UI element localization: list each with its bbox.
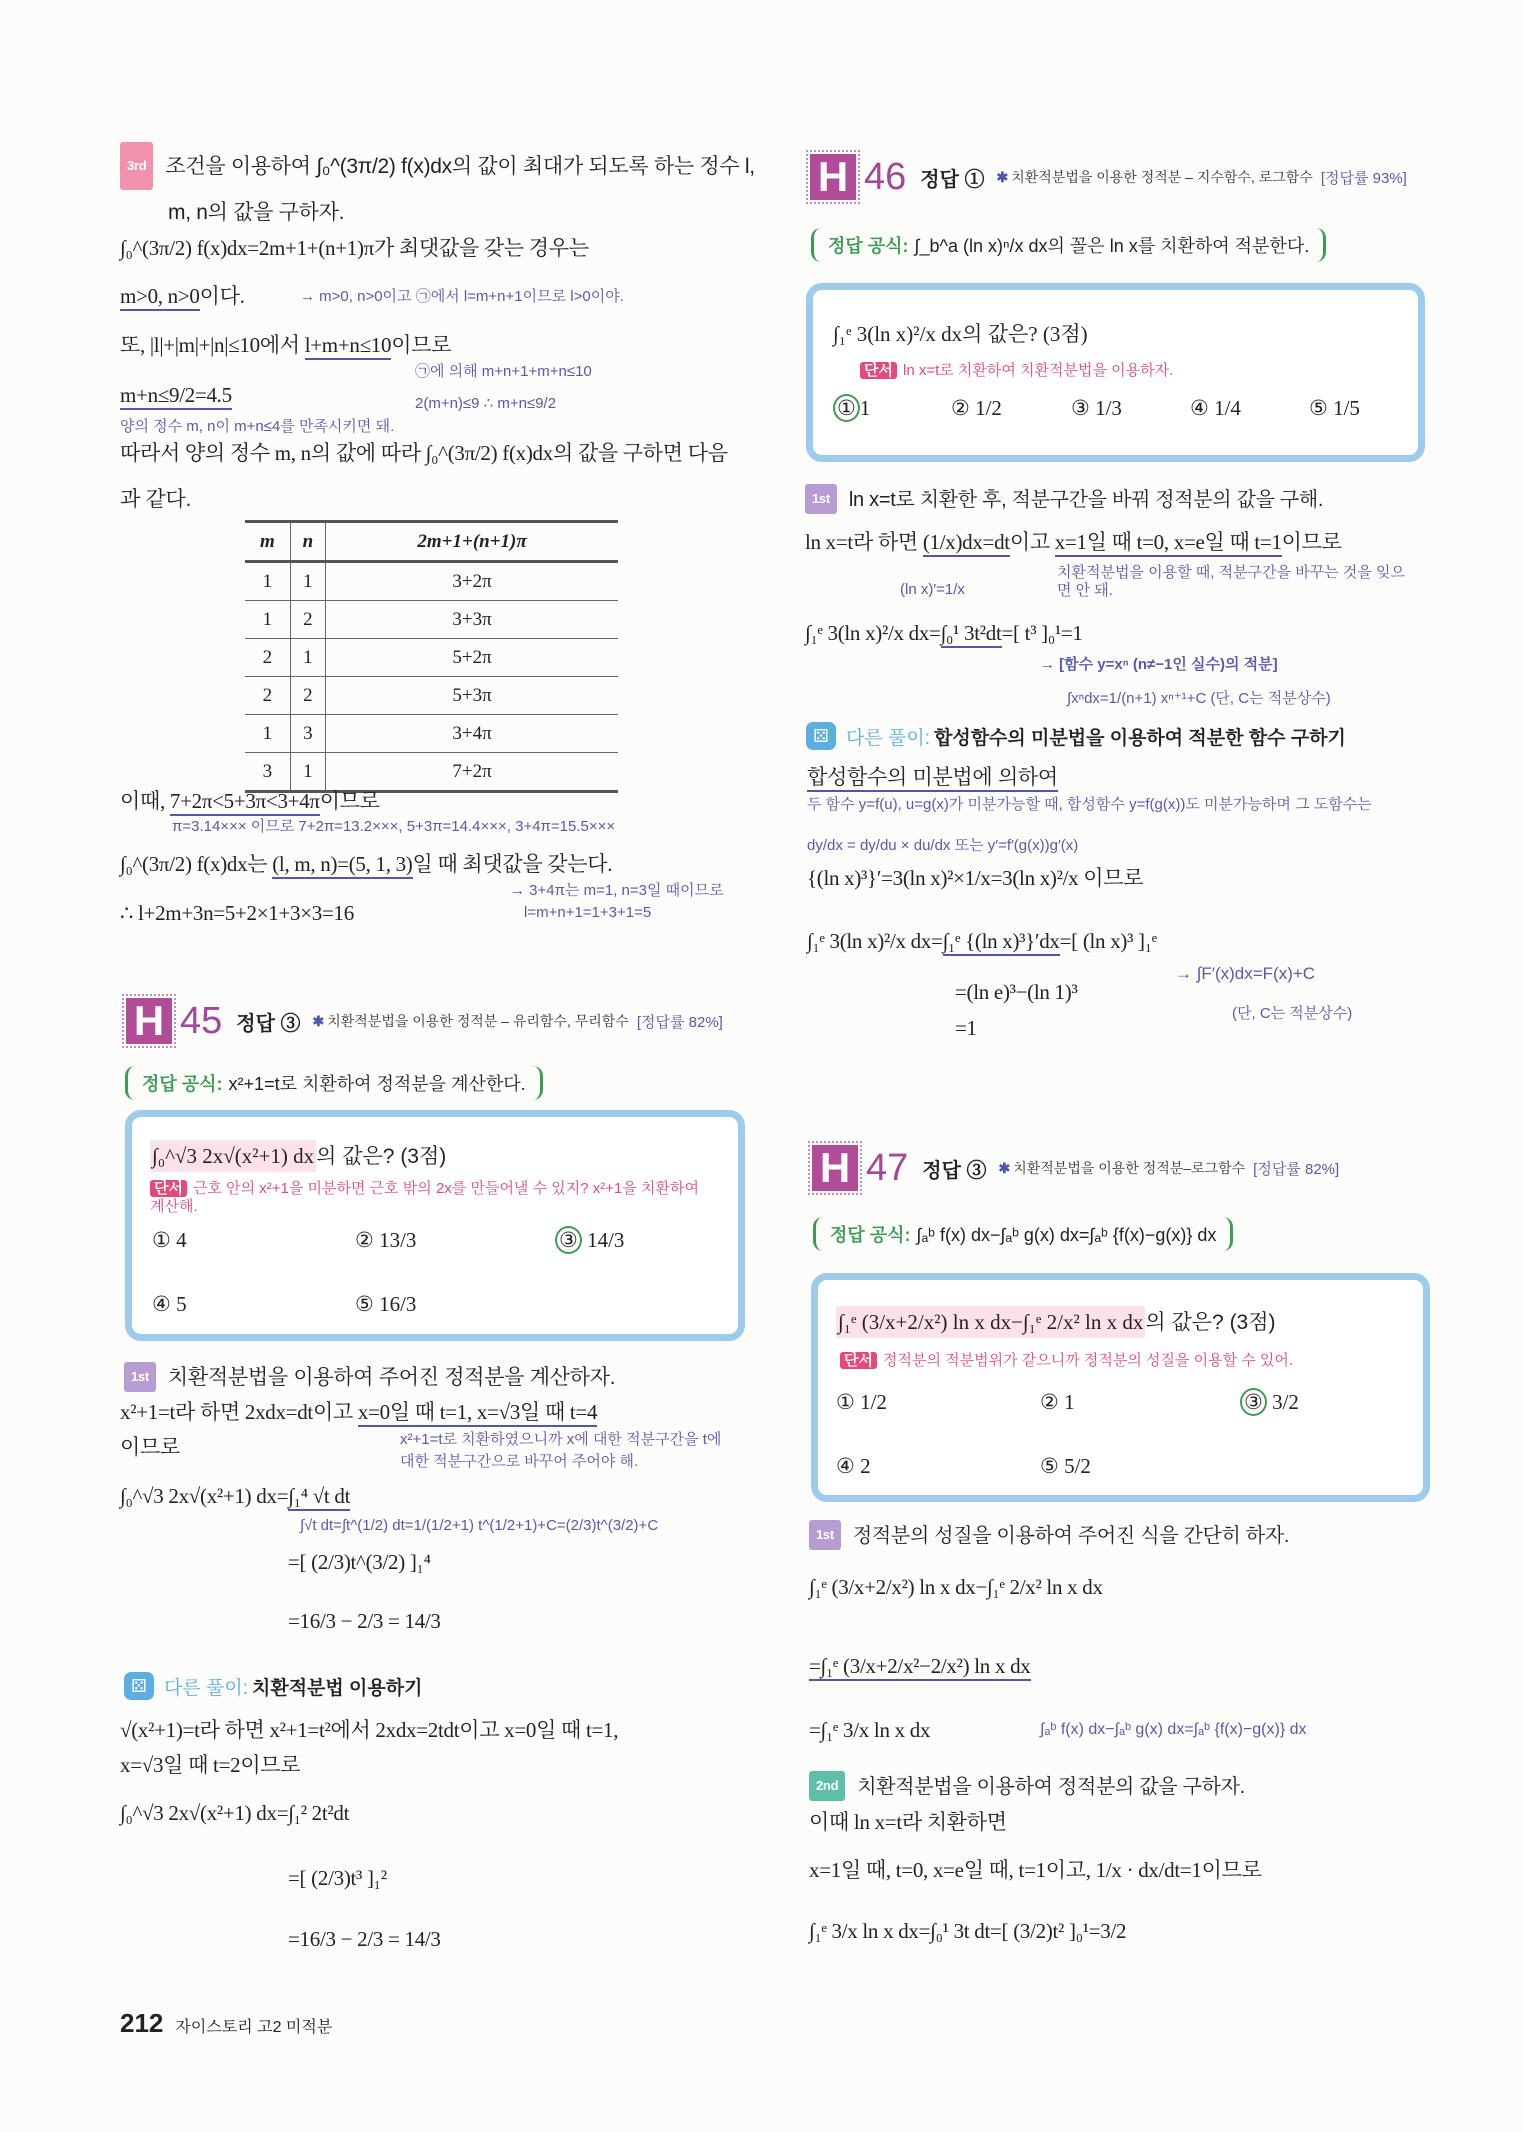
- choice-number: ④: [152, 1292, 171, 1316]
- table-row: [245, 715, 618, 753]
- annotation: π=3.14××× 이므로 7+2π=13.2×××, 5+3π=14.4×××, 3+4π=15.5×××: [172, 818, 616, 835]
- alt-solution-heading: [806, 722, 1346, 750]
- cell: 2: [245, 639, 290, 677]
- asterisk-icon: ✱: [312, 1013, 325, 1029]
- problem-number: 46: [864, 155, 907, 198]
- step1-heading: [805, 484, 1323, 514]
- answer-label: 정답 ①: [920, 168, 985, 191]
- underlined-expr: x=0일 때 t=1, x=√3일 때 t=4: [358, 1400, 597, 1427]
- choice-value: 16/3: [379, 1292, 417, 1316]
- alt-label: 다른 풀이:: [164, 1677, 248, 1699]
- topic: [998, 1158, 1245, 1178]
- page-number: 212: [120, 2008, 164, 2038]
- hint-badge: 단서: [860, 362, 897, 379]
- text: ∫₀^√3 2x√(x²+1) dx=: [120, 1484, 289, 1508]
- formula-label: 정답 공식:: [828, 236, 909, 256]
- step1-heading: [124, 1362, 615, 1392]
- cell: 2: [290, 601, 325, 639]
- asterisk-icon: ✱: [998, 1160, 1011, 1176]
- text: 이므로: [1281, 530, 1342, 554]
- choice-number: ④: [836, 1454, 855, 1478]
- problem-number: 45: [180, 999, 223, 1042]
- solution-line: [120, 1482, 350, 1510]
- section-letter: H: [812, 1145, 858, 1191]
- solution-line: 이때 ln x=t라 치환하면: [809, 1810, 1007, 1834]
- formula-text: ∫_b^a (ln x)ⁿ/x dx의 꼴은 ln x를 치환하여 적분한다.: [914, 236, 1310, 256]
- answer-label: 정답 ③: [922, 1159, 987, 1182]
- annotation: (단, C는 적분상수): [1232, 1005, 1353, 1022]
- correct-rate: [정답률 82%]: [1253, 1160, 1340, 1178]
- alt-title: 치환적분법 이용하기: [251, 1677, 423, 1699]
- annotation: ∫xⁿdx=1/(n+1) xⁿ⁺¹+C (단, C는 적분상수): [1067, 690, 1331, 707]
- question: [836, 1306, 1276, 1336]
- choice-2[interactable]: [355, 1228, 416, 1253]
- cell: 1: [245, 715, 290, 753]
- solution-line: [120, 282, 245, 310]
- underlined-expr: l+m+n≤10: [305, 333, 391, 360]
- choice-value: 1/5: [1333, 396, 1360, 420]
- choice-value: 1/4: [1214, 396, 1241, 420]
- choice-value: 5: [176, 1292, 187, 1316]
- correct-rate: [정답률 82%]: [636, 1013, 723, 1031]
- choice-5[interactable]: [1309, 396, 1360, 421]
- question: ∫₁ᵉ 3(ln x)²/x dx의 값은? (3점): [833, 322, 1088, 346]
- solution-line: =[ (2/3)t³ ]₁²: [288, 1866, 387, 1890]
- hint-text: ln x=t로 치환하여 치환적분법을 이용하자.: [902, 362, 1174, 379]
- question-text: 의 값은? (3점): [1145, 1311, 1276, 1334]
- annotation: → 3+4π는 m=1, n=3일 때이므로: [510, 882, 724, 899]
- underlined-expr: (l, m, n)=(5, 1, 3): [272, 852, 412, 879]
- topic: [996, 167, 1312, 187]
- question-expr: ∫₁ᵉ (3/x+2/x²) ln x dx−∫₁ᵉ 2/x² ln x dx: [836, 1306, 1145, 1338]
- formula-text: x²+1=t로 치환하여 정적분을 계산한다.: [228, 1074, 526, 1094]
- choice-3-correct[interactable]: [555, 1228, 624, 1253]
- hint-text: 근호 안의 x²+1을 미분하면 근호 밖의 2x를 만들어낼 수 있지? x²+1을 치환하여 계산해.: [150, 1180, 699, 1215]
- column-header: n: [290, 522, 325, 562]
- choice-4[interactable]: [836, 1454, 871, 1479]
- step-title: 조건을 이용하여 ∫₀^(3π/2) f(x)dx의 값이 최대가 되도록 하는 정수 l, m, n의: [165, 155, 755, 224]
- choice-3-correct[interactable]: [1240, 1390, 1299, 1415]
- underlined-expr: m>0, n>0: [120, 284, 200, 311]
- solution-line: {(ln x)³}′=3(ln x)²×1/x=3(ln x)²/x 이므로: [807, 866, 1144, 890]
- solution-line: =∫₁ᵉ 3/x ln x dx: [809, 1718, 931, 1742]
- problem-number: 47: [866, 1146, 909, 1189]
- answer-formula: [811, 228, 1326, 262]
- choice-number: ⑤: [1040, 1454, 1059, 1478]
- choice-value: 1: [1064, 1390, 1075, 1414]
- solution-line: =16/3 − 2/3 = 14/3: [288, 1927, 441, 1951]
- question-text: 의 값은? (3점): [316, 1145, 447, 1168]
- step-title: 치환적분법을 이용하여 주어진 정적분을 계산하자.: [167, 1366, 616, 1389]
- hint-text: 정적분의 적분범위가 같으니까 정적분의 성질을 이용할 수 있어.: [882, 1352, 1294, 1369]
- problem-header-h47: [812, 1145, 1339, 1191]
- annotation: l=m+n+1=1+3+1=5: [524, 904, 652, 921]
- solution-line: 따라서 양의 정수 m, n의 값에 따라 ∫₀^(3π/2) f(x)dx의 값을 구하면 다음: [120, 441, 728, 465]
- topic-text: 치환적분법을 이용한 정적분 – 지수함수, 로그함수: [1011, 169, 1313, 185]
- annotation: (ln x)′=1/x: [900, 581, 965, 598]
- choice-value: 1/3: [1095, 396, 1122, 420]
- cell: 1: [245, 601, 290, 639]
- table-row: [245, 562, 618, 601]
- underlined-expr: 합성함수의 미분법에 의하여: [807, 766, 1058, 792]
- choice-2[interactable]: [951, 396, 1002, 421]
- annotation: → ∫F′(x)dx=F(x)+C: [1175, 964, 1316, 983]
- underlined-expr: 7+2π<5+3π<3+4π: [170, 789, 320, 816]
- choice-number: ①: [152, 1228, 171, 1252]
- solution-line: x=√3일 때 t=2이므로: [120, 1753, 301, 1777]
- topic-text: 치환적분법을 이용한 정적분 – 유리함수, 무리함수: [327, 1013, 629, 1029]
- step-title: 정적분의 성질을 이용하여 주어진 식을 간단히 하자.: [852, 1525, 1290, 1547]
- choice-number: ④: [1190, 396, 1209, 420]
- asterisk-icon: ✱: [996, 169, 1009, 185]
- text: 이고: [1009, 530, 1055, 554]
- section-letter: H: [810, 154, 856, 200]
- underlined-expr: ∫₁ᵉ {(ln x)³}′dx: [943, 929, 1060, 956]
- hint-badge: 단서: [150, 1180, 187, 1197]
- text: 이다.: [199, 284, 245, 308]
- formula-label: 정답 공식:: [142, 1074, 223, 1094]
- text: ∫₀^(3π/2) f(x)dx는: [120, 852, 273, 876]
- annotation: dy/dx = dy/du × du/dx 또는 y′=f′(g(x))g′(x): [807, 837, 1079, 854]
- choice-1[interactable]: [836, 1390, 887, 1415]
- choice-5[interactable]: [1040, 1454, 1091, 1479]
- answer-formula: [813, 1217, 1233, 1251]
- column-header: 2m+1+(n+1)π: [326, 522, 618, 562]
- solution-line: [120, 787, 380, 815]
- underlined-expr: ∫₀¹ 3t²dt: [941, 621, 1002, 648]
- cell: 5+3π: [326, 677, 618, 715]
- annotation: 두 함수 y=f(u), u=g(x)가 미분가능할 때, 합성함수 y=f(g(x))도 미분가능하며 그 도함수는: [807, 796, 1372, 813]
- step1-heading: [809, 1520, 1289, 1550]
- solution-line: 과 같다.: [120, 488, 192, 511]
- cell: 3: [245, 753, 290, 792]
- choice-value: 13/3: [379, 1228, 417, 1252]
- text: 이므로: [391, 333, 452, 357]
- step2-heading: [809, 1771, 1245, 1801]
- solution-line: =(ln e)³−(ln 1)³: [955, 980, 1078, 1004]
- step-badge: 1st: [124, 1362, 156, 1392]
- cell: 2: [290, 677, 325, 715]
- solution-line: ∫₁ᵉ 3/x ln x dx=∫₀¹ 3t dt=[ (3/2)t² ]₀¹=3/2: [809, 1919, 1127, 1943]
- formula-text: ∫ₐᵇ f(x) dx−∫ₐᵇ g(x) dx=∫ₐᵇ {f(x)−g(x)} dx: [916, 1225, 1217, 1245]
- cell: 5+2π: [326, 639, 618, 677]
- text: 또, |l|+|m|+|n|≤10에서: [120, 333, 305, 357]
- choice-4[interactable]: [152, 1292, 187, 1317]
- cell: 1: [290, 639, 325, 677]
- cell: 2: [245, 677, 290, 715]
- annotation: ∫√t dt=∫t^(1/2) dt=1/(1/2+1) t^(1/2+1)+C=(2/3)t^(3/2)+C: [300, 1517, 659, 1534]
- choice-value: 2: [860, 1454, 871, 1478]
- alt-title: 합성함수의 미분법을 이용하여 적분한 함수 구하기: [933, 727, 1346, 749]
- choice-number: ①: [836, 1390, 855, 1414]
- column-header: m: [245, 522, 290, 562]
- step-title: ln x=t로 치환한 후, 적분구간을 바꿔 정적분의 값을 구해.: [848, 489, 1324, 511]
- annotation: 2(m+n)≤9 ∴ m+n≤9/2: [415, 395, 557, 412]
- underlined-expr: ∫₁⁴ √t dt: [288, 1484, 350, 1511]
- problem-header-h45: [126, 998, 723, 1044]
- text: =[ (ln x)³ ]₁ᵉ: [1059, 929, 1157, 953]
- cell: 3+2π: [326, 562, 618, 601]
- solution-line: x=1일 때, t=0, x=e일 때, t=1이고, 1/x · dx/dt=1이므로: [809, 1858, 1262, 1882]
- alt-label: 다른 풀이:: [846, 727, 930, 749]
- cell: 3+4π: [326, 715, 618, 753]
- annotation: ∫ₐᵇ f(x) dx−∫ₐᵇ g(x) dx=∫ₐᵇ {f(x)−g(x)} dx: [1040, 1721, 1307, 1738]
- solution-line: √(x²+1)=t라 하면 x²+1=t²에서 2xdx=2tdt이고 x=0일 때 t=1,: [120, 1718, 619, 1742]
- hint-badge: 단서: [840, 1352, 877, 1369]
- text: 이때,: [120, 789, 170, 813]
- hint: [860, 362, 1173, 380]
- topic: [312, 1011, 628, 1031]
- underlined-expr: x=1일 때 t=0, x=e일 때 t=1: [1055, 530, 1282, 557]
- solution-line: =16/3 − 2/3 = 14/3: [288, 1609, 441, 1633]
- choice-number: ③: [1071, 396, 1090, 420]
- choice-value: 4: [176, 1228, 187, 1252]
- cell: 1: [245, 562, 290, 601]
- choice-number: ③: [555, 1226, 582, 1254]
- choice-value: 3/2: [1272, 1390, 1299, 1414]
- hint: [150, 1180, 715, 1216]
- solution-line: [120, 850, 612, 878]
- solution-line: [120, 1398, 597, 1426]
- step-badge: 2nd: [809, 1771, 845, 1801]
- solution-line: [807, 927, 1157, 955]
- annotation: → [함수 y=xⁿ (n≠−1인 실수)의 적분]: [1040, 656, 1278, 673]
- choice-value: 1: [859, 396, 871, 420]
- step-badge: 1st: [805, 484, 837, 514]
- choice-1-correct[interactable]: [833, 396, 870, 421]
- solution-line: ∫₀^√3 2x√(x²+1) dx=∫₁² 2t²dt: [120, 1801, 350, 1825]
- annotation: 양의 정수 m, n이 m+n≤4를 만족시키면 돼.: [120, 418, 395, 435]
- values-table: [245, 520, 618, 793]
- underlined-expr: m+n≤9/2=4.5: [120, 383, 232, 410]
- formula-label: 정답 공식:: [830, 1225, 911, 1245]
- step-badge: 1st: [809, 1520, 841, 1550]
- section-letter: H: [126, 998, 172, 1044]
- cell: 1: [290, 753, 325, 792]
- text: ln x=t라 하면: [805, 530, 923, 554]
- solution-line: ∫₀^(3π/2) f(x)dx=2m+1+(n+1)π가 최댓값을 갖는 경우는: [120, 236, 589, 260]
- annotation: → m>0, n>0이고 ㉠에서 l=m+n+1이므로 l>0이야.: [300, 288, 624, 305]
- choice-value: 14/3: [587, 1228, 625, 1252]
- choice-number: ②: [355, 1228, 374, 1252]
- topic-text: 치환적분법을 이용한 정적분–로그함수: [1013, 1160, 1246, 1176]
- table-row: [245, 753, 618, 792]
- choice-5[interactable]: [355, 1292, 416, 1317]
- question: [150, 1140, 446, 1170]
- choice-number: ②: [1040, 1390, 1059, 1414]
- problem-header-h46: [810, 154, 1407, 200]
- text: x²+1=t라 하면 2xdx=dt이고: [120, 1400, 358, 1424]
- choice-1[interactable]: [152, 1228, 187, 1253]
- solution-line: [120, 381, 232, 409]
- text: 이므로: [319, 789, 380, 813]
- solution-line: ∴ l+2m+3n=5+2×1+3×3=16: [120, 901, 354, 925]
- dice-icon: ⚄: [124, 1672, 154, 1700]
- correct-rate: [정답률 93%]: [1320, 169, 1407, 187]
- choice-value: 1/2: [975, 396, 1002, 420]
- annotation: 대한 적분구간으로 바꾸어 주어야 해.: [400, 1453, 639, 1470]
- text: ∫₁ᵉ 3(ln x)²/x dx=: [805, 621, 941, 645]
- answer-label: 정답 ③: [236, 1012, 301, 1035]
- choice-4[interactable]: [1190, 396, 1241, 421]
- step3-heading: [120, 142, 768, 236]
- solution-line: [809, 1652, 1031, 1680]
- book-title: 자이스토리 고2 미적분: [175, 2019, 333, 2036]
- table-row: [245, 601, 618, 639]
- annotation: x²+1=t로 치환하였으니까 x에 대한 적분구간을 t에: [400, 1431, 722, 1448]
- question-expr: ∫₀^√3 2x√(x²+1) dx: [150, 1140, 316, 1172]
- cell: 1: [290, 562, 325, 601]
- choice-number: ⑤: [1309, 396, 1328, 420]
- page-footer: [120, 2008, 332, 2039]
- solution-line: [805, 528, 1342, 556]
- solution-line: =1: [955, 1016, 977, 1040]
- solution-line: [807, 764, 1058, 792]
- cell: 7+2π: [326, 753, 618, 792]
- choice-2[interactable]: [1040, 1390, 1075, 1415]
- underlined-expr: (1/x)dx=dt: [923, 530, 1010, 557]
- solution-line: =[ (2/3)t^(3/2) ]₁⁴: [288, 1550, 431, 1574]
- dice-icon: ⚄: [806, 722, 836, 750]
- step-title: 치환적분법을 이용하여 정적분의 값을 구하자.: [857, 1776, 1245, 1798]
- answer-formula: [125, 1066, 543, 1100]
- annotation: ㉠에 의해 m+n+1+m+n≤10: [415, 363, 592, 380]
- choice-number: ②: [951, 396, 970, 420]
- cell: 3: [290, 715, 325, 753]
- hint: [840, 1352, 1293, 1370]
- cell: 3+3π: [326, 601, 618, 639]
- solution-line: 이므로: [120, 1436, 180, 1459]
- choice-3[interactable]: [1071, 396, 1122, 421]
- solution-line: [805, 619, 1083, 647]
- underlined-expr: =∫₁ᵉ (3/x+2/x²−2/x²) ln x dx: [809, 1654, 1031, 1681]
- table-row: [245, 639, 618, 677]
- solution-line: ∫₁ᵉ (3/x+2/x²) ln x dx−∫₁ᵉ 2/x² ln x dx: [809, 1575, 1103, 1599]
- step-badge: 3rd: [120, 142, 153, 190]
- table-header-row: [245, 522, 618, 562]
- choice-number: ①: [833, 394, 860, 422]
- alt-solution-heading: [124, 1672, 422, 1700]
- text: =[ t³ ]₀¹=1: [1001, 621, 1083, 645]
- choice-number: ⑤: [355, 1292, 374, 1316]
- text: 일 때 최댓값을 갖는다.: [412, 852, 613, 876]
- text: ∫₁ᵉ 3(ln x)²/x dx=: [807, 929, 943, 953]
- step-title-cont: 값을 구하자.: [233, 201, 345, 224]
- table-row: [245, 677, 618, 715]
- choice-number: ③: [1240, 1388, 1267, 1416]
- annotation: 치환적분법을 이용할 때, 적분구간을 바꾸는 것을 잊으면 안 돼.: [1057, 564, 1405, 599]
- choice-value: 1/2: [860, 1390, 887, 1414]
- choice-value: 5/2: [1064, 1454, 1091, 1478]
- solution-line: [120, 331, 451, 359]
